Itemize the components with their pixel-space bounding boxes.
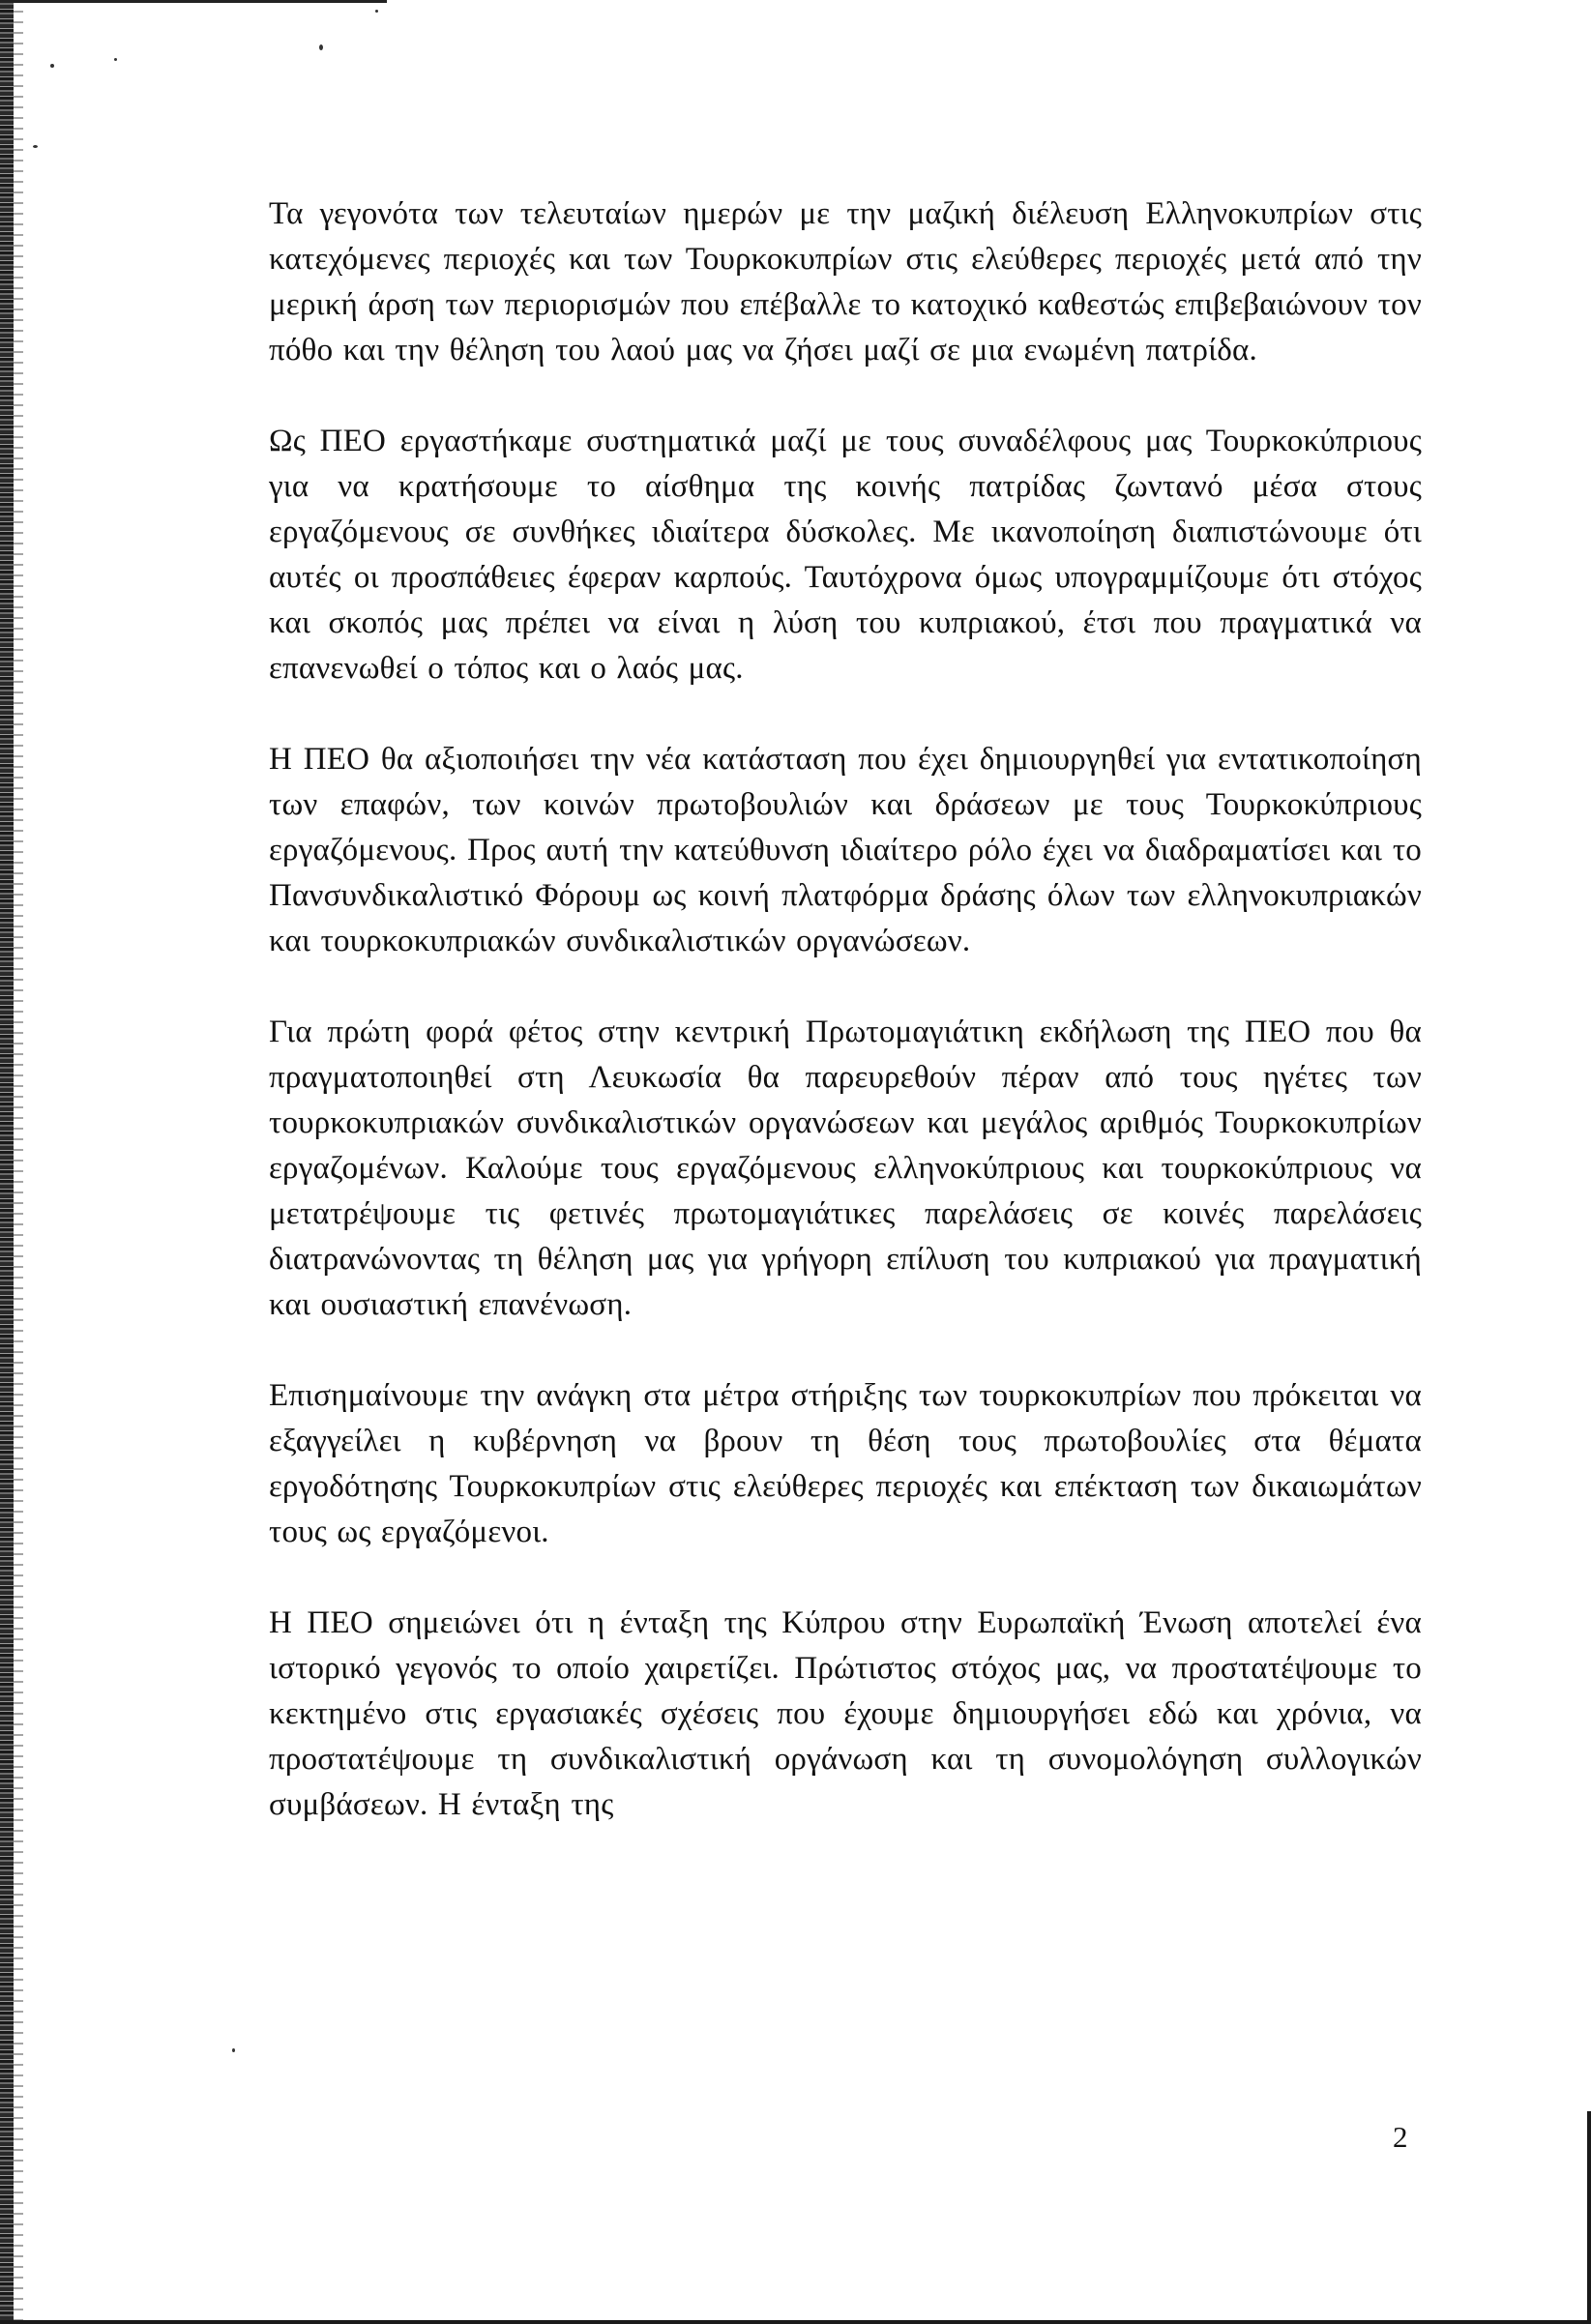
paragraph-5: Επισημαίνουμε την ανάγκη στα μέτρα στήριξης των τουρκοκυπρίων που πρόκειται να εξαγγείλει η κυβέρνηση να βρουν τη θέση τους πρωτοβουλίες στα θέματα εργοδότησης Τουρκοκυπρίων στις ελεύθερες περιοχές και επέκταση των δικαιωμάτων τους ως εργαζόμενοι. (269, 1378, 1422, 1549)
scan-edge-bottom (0, 2320, 1591, 2324)
scan-speck (114, 58, 117, 61)
paragraph-1: Τα γεγονότα των τελευταίων ημερών με την μαζική διέλευση Ελληνοκυπρίων στις κατεχόμενες περιοχές και των Τουρκοκυπρίων στις ελεύθερες περιοχές μετά από την μερική άρση των περιορισμών που επέβαλλε το κατοχικό καθεστώς επιβεβαιώνουν τον πόθο και την θέληση του λαού μας να ζήσει μαζί σε μια ενωμένη πατρίδα. (269, 196, 1422, 368)
scan-speck (232, 2048, 235, 2052)
scan-speck (33, 145, 38, 148)
paragraph-2: Ως ΠΕΟ εργαστήκαμε συστηματικά μαζί με τους συναδέλφους μας Τουρκοκύπριους για να κρατήσουμε το αίσθημα της κοινής πατρίδας ζωντανό μέσα στους εργαζόμενους σε συνθήκες ιδιαίτερα δύσκολες. Με ικανοποίηση διαπιστώνουμε ότι αυτές οι προσπάθειες έφεραν καρπούς. Ταυτόχρονα όμως υπογραμμίζουμε ότι στόχος και σκοπός μας πρέπει να είναι η λύση του κυπριακού, έτσι που πραγματικά να επανενωθεί ο τόπος και ο λαός μας. (269, 424, 1422, 686)
page-number: 2 (1393, 2120, 1408, 2154)
scan-speck (319, 44, 323, 50)
scan-speck (50, 64, 54, 68)
scan-edge-top (0, 0, 387, 3)
scan-edge-right (1587, 2111, 1591, 2324)
scan-edge-shadow (14, 0, 23, 2324)
paragraph-6: Η ΠΕΟ σημειώνει ότι η ένταξη της Κύπρου στην Ευρωπαϊκή Ένωση αποτελεί ένα ιστορικό γεγονός το οποίο χαιρετίζει. Πρώτιστος στόχος μας, να προστατέψουμε το κεκτημένο στις εργασιακές σχέσεις που έχουμε δημιουργήσει εδώ και χρόνια, να προστατέψουμε τη συνδικαλιστική οργάνωση και τη συνομολόγηση συλλογικών συμβάσεων. Η ένταξη της (269, 1605, 1422, 1822)
paragraph-3: Η ΠΕΟ θα αξιοποιήσει την νέα κατάσταση που έχει δημιουργηθεί για εντατικοποίηση των επαφών, των κοινών πρωτοβουλιών και δράσεων με τους Τουρκοκύπριους εργαζόμενους. Προς αυτή την κατεύθυνση ιδιαίτερο ρόλο έχει να διαδραματίσει και το Πανσυνδικαλιστικό Φόρουμ ως κοινή πλατφόρμα δράσης όλων των ελληνοκυπριακών και τουρκοκυπριακών συνδικαλιστικών οργανώσεων. (269, 742, 1422, 958)
document-body (269, 191, 1422, 1828)
scan-edge-left (0, 0, 14, 2324)
scan-speck (375, 10, 378, 13)
paragraph-4: Για πρώτη φορά φέτος στην κεντρική Πρωτομαγιάτικη εκδήλωση της ΠΕΟ που θα πραγματοποιηθεί στη Λευκωσία θα παρευρεθούν πέραν από τους ηγέτες των τουρκοκυπριακών συνδικαλιστικών οργανώσεων και μεγάλος αριθμός Τουρκοκυπρίων εργαζομένων. Καλούμε τους εργαζόμενους ελληνοκύπριους και τουρκοκύπριους να μετατρέψουμε τις φετινές πρωτομαγιάτικες παρελάσεις σε κοινές παρελάσεις διατρανώνοντας τη θέληση μας για γρήγορη επίλυση του κυπριακού για πραγματική και ουσιαστική επανένωση. (269, 1015, 1422, 1322)
